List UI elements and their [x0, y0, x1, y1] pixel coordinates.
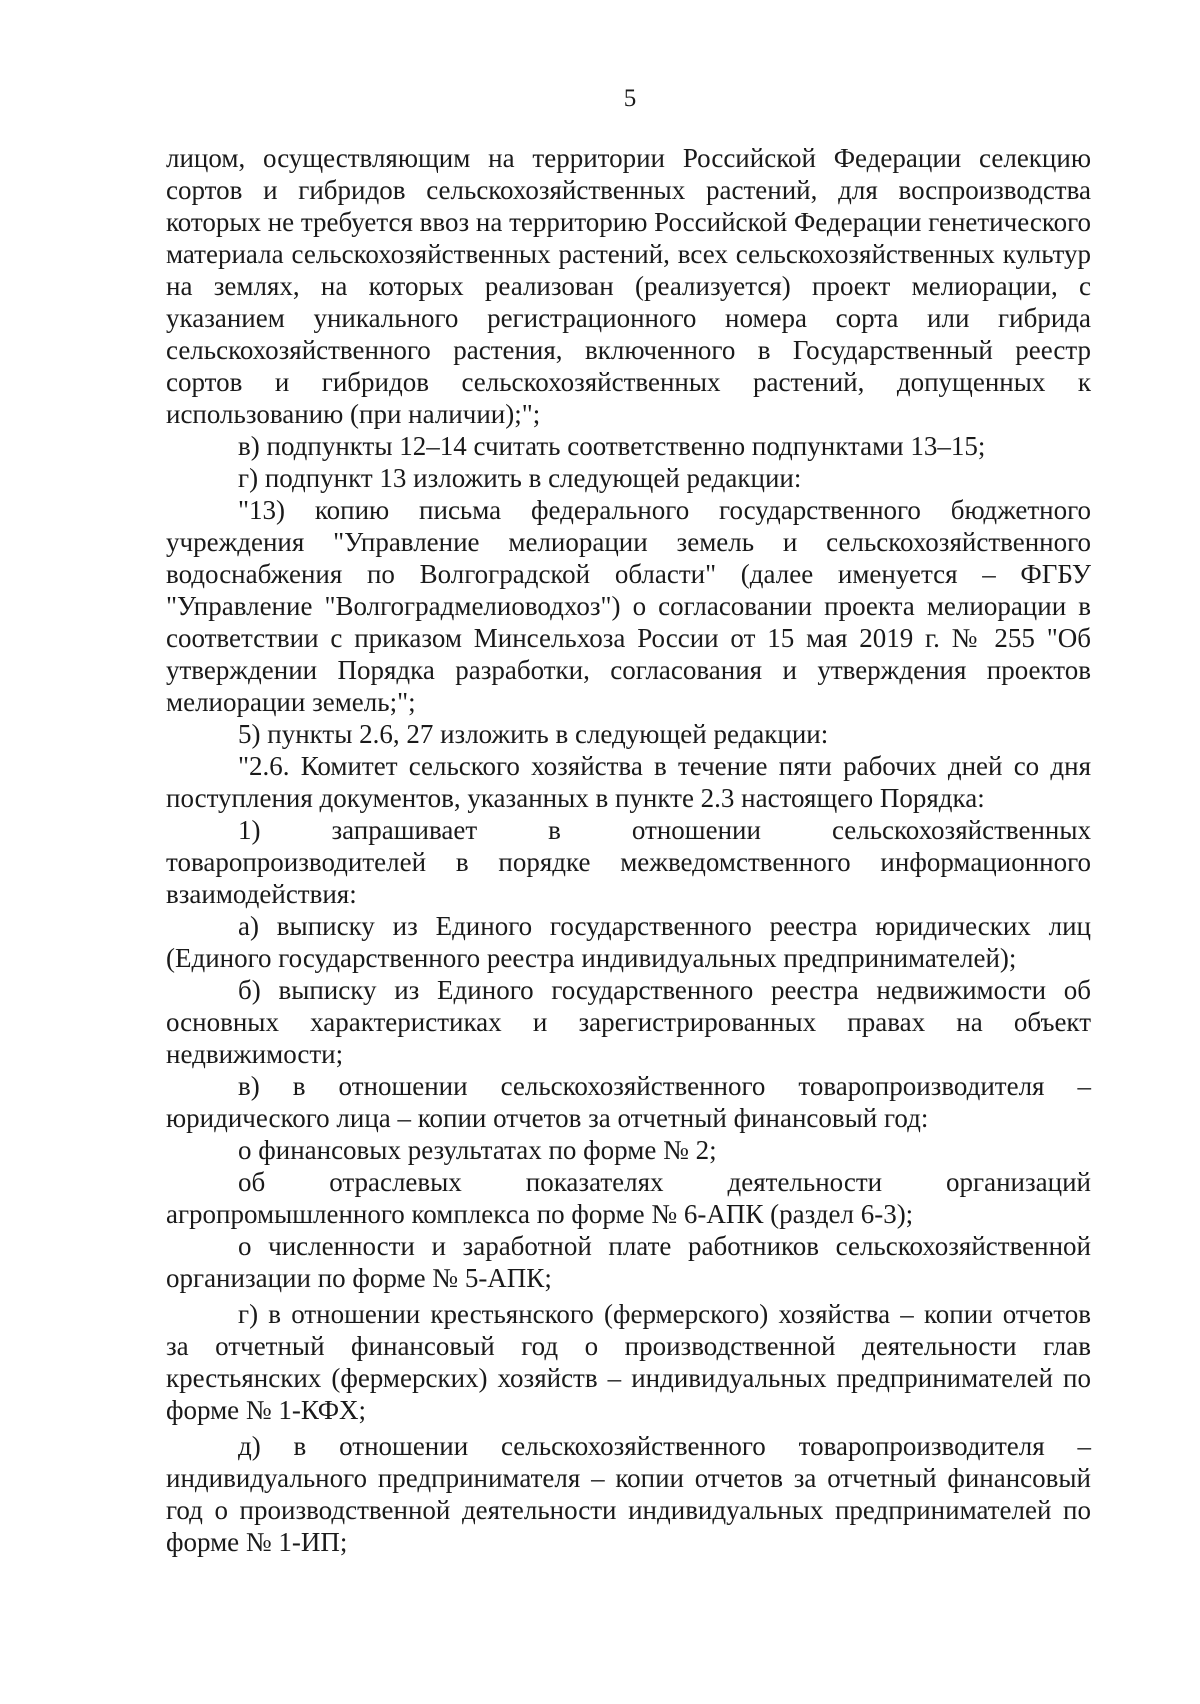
paragraph-item-b: б) выписку из Единого государственного реестра недвижимости об основных характеристиках и зарегистрированных правах на объект недвижимости;	[166, 975, 1091, 1069]
paragraph-item-g2: г) в отношении крестьянского (фермерского) хозяйства – копии отчетов за отчетный финансовый год о производственной деятельности глав крестьянских (фермерских) хозяйств – индивидуальных предпринимателей по форме № 1-КФХ;	[166, 1299, 1091, 1425]
paragraph-item-2-6: "2.6. Комитет сельского хозяйства в течение пяти рабочих дней со дня поступления документов, указанных в пункте 2.3 настоящего Порядка:	[166, 751, 1091, 813]
paragraph-item-5: 5) пункты 2.6, 27 изложить в следующей редакции:	[238, 719, 829, 749]
paragraph-form-6-apk: об отраслевых показателях деятельности организаций агропромышленного комплекса по форме № 6-АПК (раздел 6-3);	[166, 1167, 1091, 1229]
paragraph-continuation: лицом, осуществляющим на территории Российской Федерации селекцию сортов и гибридов сельскохозяйственных растений, для воспроизводства которых не требуется ввоз на территорию Российской Федерации генетического материала сельскохозяйственных растений, всех сельскохозяйственных культур на землях, на которых реализован (реализуется) проект мелиорации, с указанием уникального регистрационного номера сорта или гибрида сельскохозяйственного растения, включенного в Государственный реестр сортов и гибридов сельскохозяйственных растений, допущенных к использованию (при наличии);";	[166, 143, 1091, 429]
paragraph-item-13: "13) копию письма федерального государственного бюджетного учреждения "Управление мелиорации земель и сельскохозяйственного водоснабжения по Волгоградской области" (далее именуется – ФГБУ "Управление "Волгоградмелиоводхоз") о согласовании проекта мелиорации в соответствии с приказом Минсельхоза России от 15 мая 2019 г. № 255 "Об утверждении Порядка разработки, согласования и утверждения проектов мелиорации земель;";	[166, 495, 1091, 717]
paragraph-item-g: г) подпункт 13 изложить в следующей редакции:	[238, 463, 802, 493]
paragraph-item-v: в) подпункты 12–14 считать соответственно подпунктами 13–15;	[238, 431, 986, 461]
paragraph-form-2: о финансовых результатах по форме № 2;	[238, 1135, 717, 1165]
paragraph-form-5-apk: о численности и заработной плате работников сельскохозяйственной организации по форме № 5-АПК;	[166, 1231, 1091, 1293]
paragraph-item-d: д) в отношении сельскохозяйственного товаропроизводителя – индивидуального предпринимателя – копии отчетов за отчетный финансовый год о производственной деятельности индивидуальных предпринимателей по форме № 1-ИП;	[166, 1431, 1091, 1557]
paragraph-item-a: а) выписку из Единого государственного реестра юридических лиц (Единого государственного реестра индивидуальных предпринимателей);	[166, 911, 1091, 973]
document-body	[166, 142, 1091, 1558]
page-number: 5	[623, 85, 637, 112]
paragraph-item-v2: в) в отношении сельскохозяйственного товаропроизводителя – юридического лица – копии отчетов за отчетный финансовый год:	[166, 1071, 1091, 1133]
paragraph-item-1: 1) запрашивает в отношении сельскохозяйственных товаропроизводителей в порядке межведомственного информационного взаимодействия:	[166, 815, 1091, 909]
